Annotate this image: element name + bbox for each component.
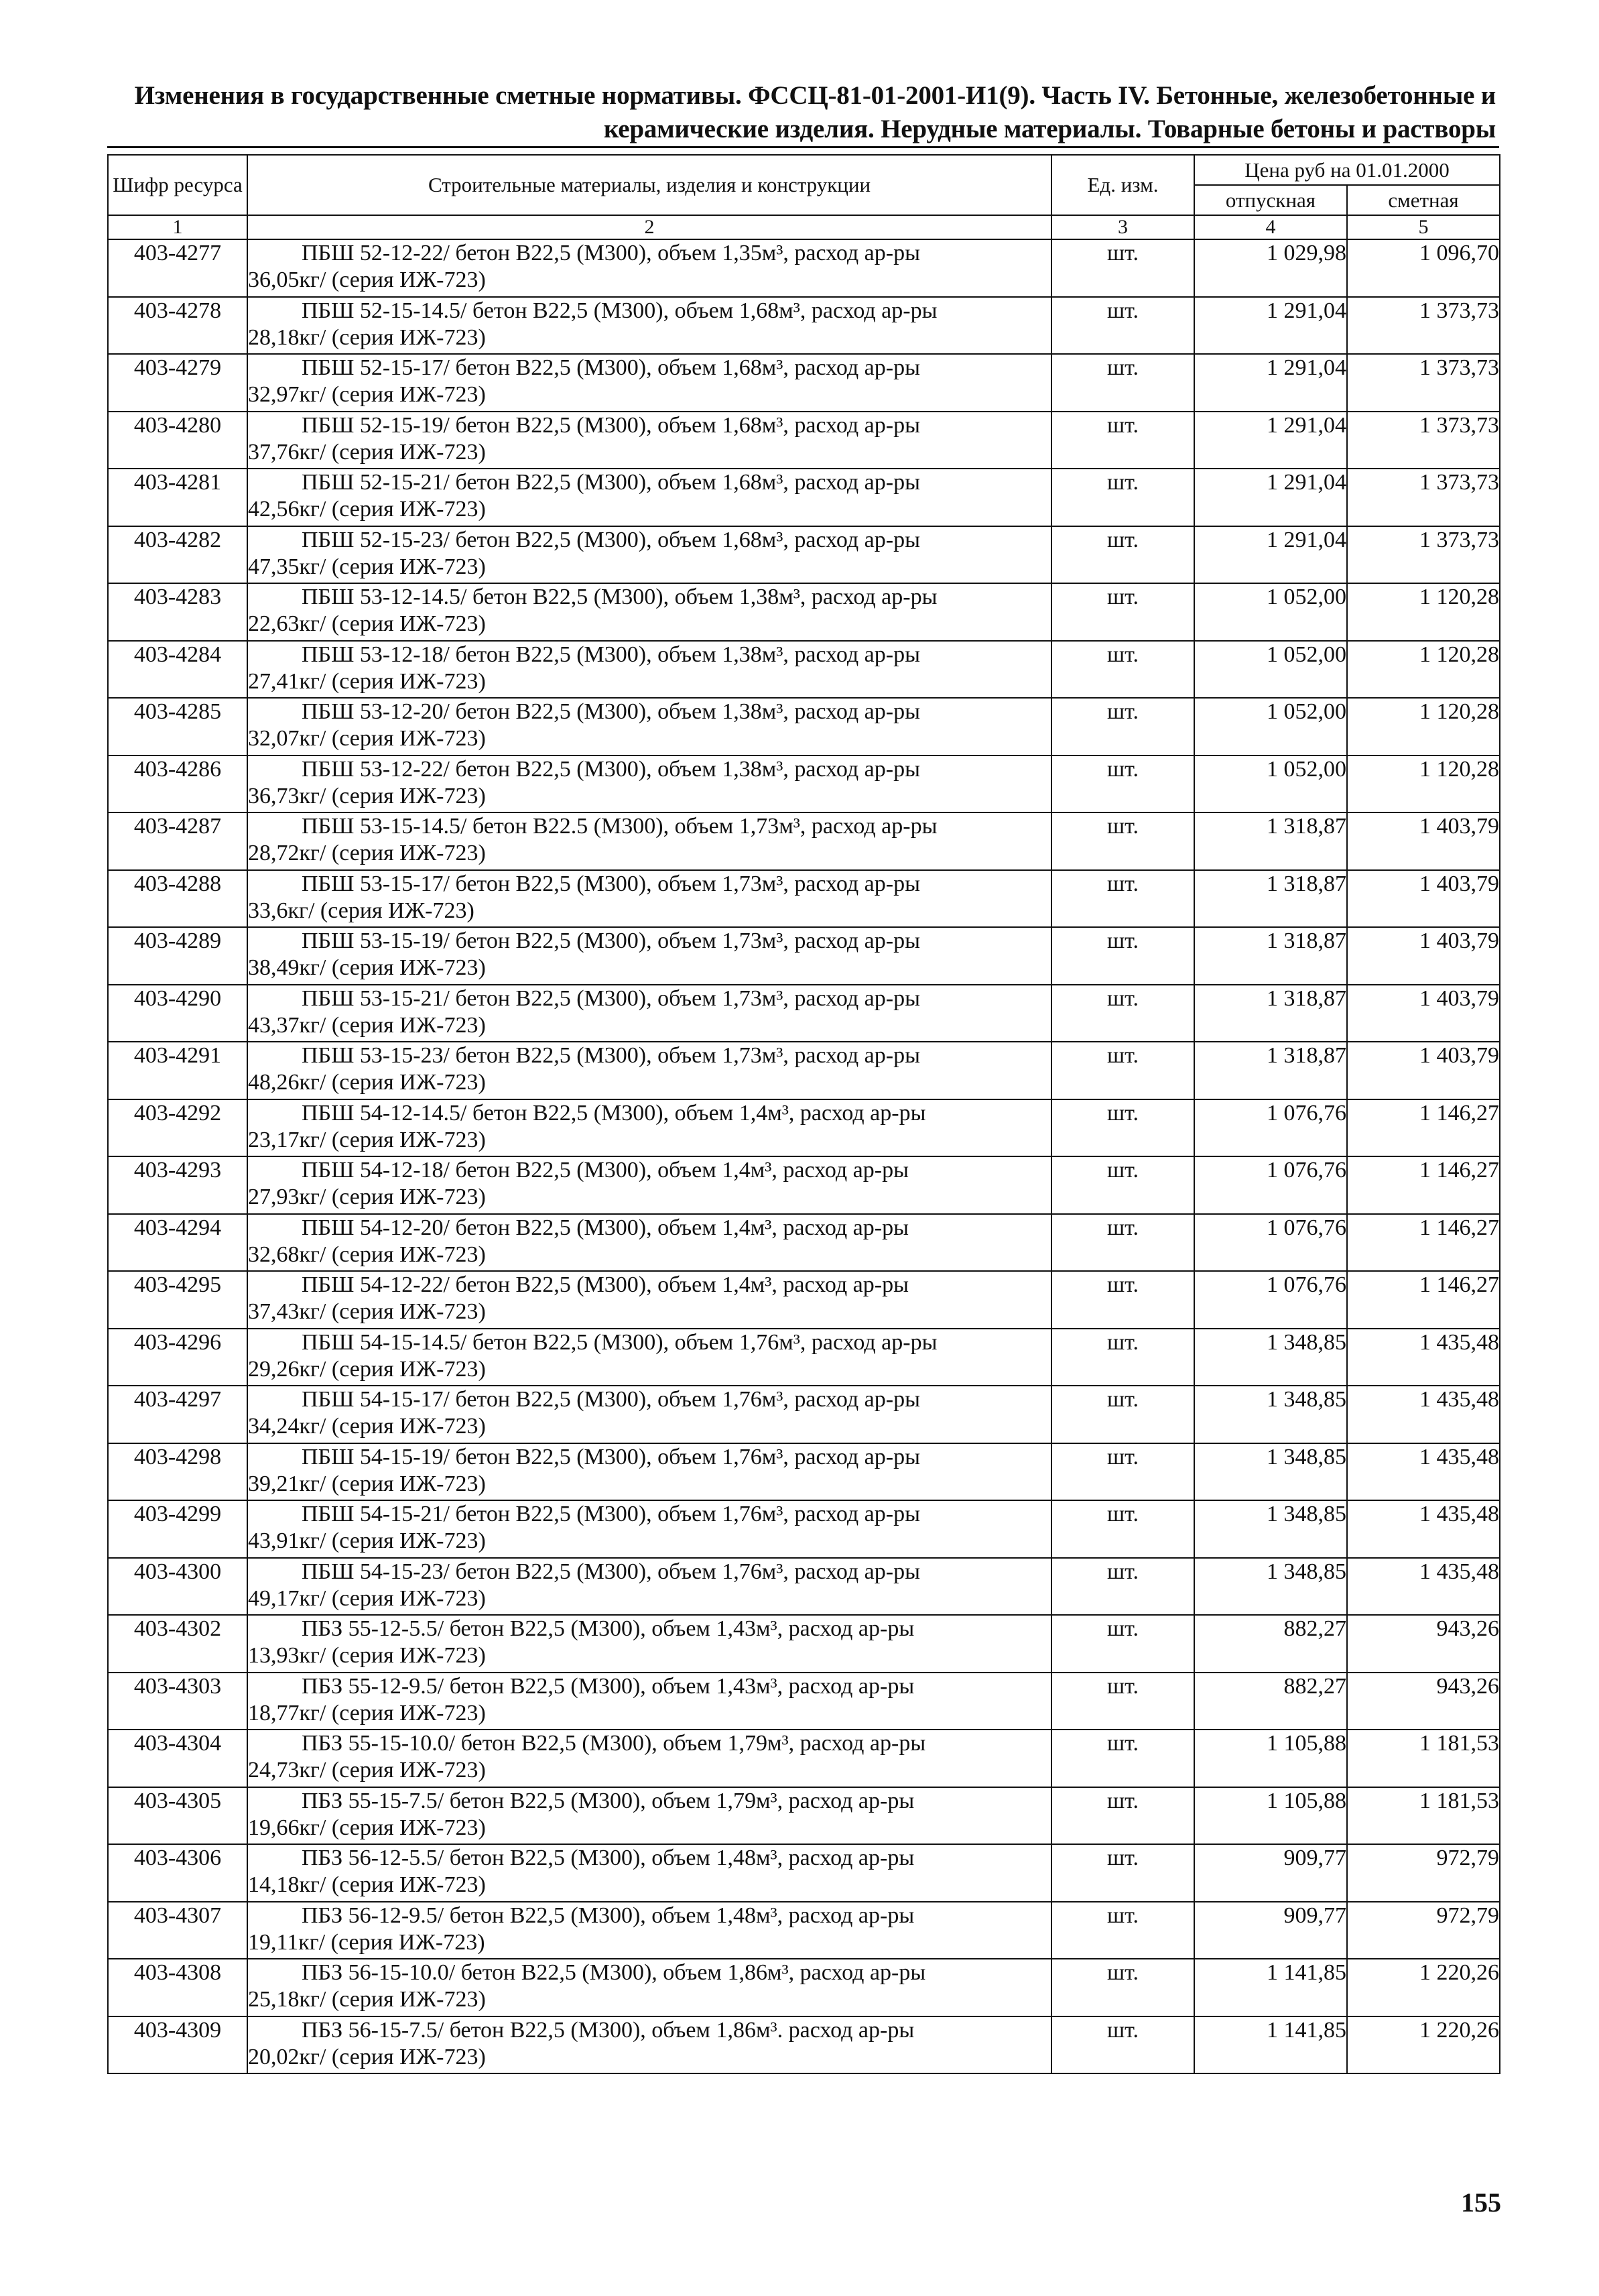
header-line-2: керамические изделия. Нерудные материалы. Товарные бетоны и растворы <box>603 115 1496 143</box>
estimate-price: 1 181,53 <box>1347 1787 1500 1845</box>
material-description <box>247 1214 1051 1272</box>
resource-code: 403-4305 <box>108 1787 247 1845</box>
table-row <box>108 1902 1500 1959</box>
description-line-2: 32,68кг/ (серия ИЖ-723) <box>248 1242 486 1267</box>
table-row <box>108 1042 1500 1099</box>
description-line-2: 13,93кг/ (серия ИЖ-723) <box>248 1643 486 1668</box>
description-line-1: ПБШ 52-15-14.5/ бетон В22,5 (М300), объем 1,68м³, расход ар-ры <box>302 298 938 323</box>
release-price: 1 318,87 <box>1194 927 1347 985</box>
description-line-1: ПБШ 52-15-17/ бетон В22,5 (М300), объем 1,68м³, расход ар-ры <box>302 355 920 380</box>
release-price: 1 076,76 <box>1194 1099 1347 1157</box>
description-line-1: ПБШ 53-12-14.5/ бетон В22,5 (М300), объем 1,38м³, расход ар-ры <box>302 585 938 609</box>
resource-code: 403-4288 <box>108 870 247 928</box>
estimate-price: 1 373,73 <box>1347 354 1500 412</box>
resource-code: 403-4298 <box>108 1443 247 1501</box>
description-line-2: 37,43кг/ (серия ИЖ-723) <box>248 1299 486 1324</box>
material-description <box>247 1615 1051 1673</box>
release-price: 882,27 <box>1194 1615 1347 1673</box>
description-line-2: 28,72кг/ (серия ИЖ-723) <box>248 841 486 865</box>
resource-code: 403-4299 <box>108 1500 247 1558</box>
description-line-2: 34,24кг/ (серия ИЖ-723) <box>248 1414 486 1439</box>
header-line-1: Изменения в государственные сметные нормативы. ФССЦ-81-01-2001-И1(9). Часть IV. Бетонные, железобетонные и <box>134 81 1496 110</box>
description-line-2: 19,11кг/ (серия ИЖ-723) <box>248 1929 485 1955</box>
resource-code: 403-4296 <box>108 1329 247 1386</box>
description-line-1: ПБЗ 56-12-9.5/ бетон В22,5 (М300), объем 1,48м³, расход ар-ры <box>302 1902 915 1928</box>
unit-of-measure: шт. <box>1051 297 1194 355</box>
release-price: 1 291,04 <box>1194 297 1347 355</box>
table-row <box>108 1329 1500 1386</box>
release-price: 1 105,88 <box>1194 1787 1347 1845</box>
release-price: 1 029,98 <box>1194 239 1347 297</box>
estimate-price: 1 096,70 <box>1347 239 1500 297</box>
description-line-2: 33,6кг/ (серия ИЖ-723) <box>248 898 474 923</box>
estimate-price: 1 146,27 <box>1347 1271 1500 1329</box>
release-price: 1 052,00 <box>1194 698 1347 756</box>
estimate-price: 1 435,48 <box>1347 1329 1500 1386</box>
header-materials: Строительные материалы, изделия и конструкции <box>247 155 1051 215</box>
description-line-1: ПБЗ 55-12-9.5/ бетон В22,5 (М300), объем 1,43м³, расход ар-ры <box>302 1673 915 1699</box>
resource-code: 403-4277 <box>108 239 247 297</box>
resource-code: 403-4308 <box>108 1959 247 2016</box>
description-line-1: ПБЗ 56-15-10.0/ бетон В22,5 (М300), объем 1,86м³, расход ар-ры <box>302 1960 926 1985</box>
release-price: 1 052,00 <box>1194 583 1347 641</box>
description-line-1: ПБЗ 55-15-7.5/ бетон В22,5 (М300), объем 1,79м³, расход ар-ры <box>302 1788 915 1813</box>
unit-of-measure: шт. <box>1051 1500 1194 1558</box>
unit-of-measure: шт. <box>1051 1214 1194 1272</box>
description-line-1: ПБШ 54-15-21/ бетон В22,5 (М300), объем 1,76м³, расход ар-ры <box>302 1502 920 1526</box>
table-row <box>108 239 1500 297</box>
estimate-price: 1 435,48 <box>1347 1500 1500 1558</box>
table-row <box>108 927 1500 985</box>
description-line-1: ПБЗ 55-15-10.0/ бетон В22,5 (М300), объем 1,79м³, расход ар-ры <box>302 1731 926 1756</box>
resource-code: 403-4302 <box>108 1615 247 1673</box>
column-number: 5 <box>1347 215 1500 239</box>
description-line-2: 47,35кг/ (серия ИЖ-723) <box>248 554 486 579</box>
material-description <box>247 1042 1051 1099</box>
table-row <box>108 1271 1500 1329</box>
release-price: 1 318,87 <box>1194 985 1347 1042</box>
description-line-1: ПБШ 52-15-23/ бетон В22,5 (М300), объем 1,68м³, расход ар-ры <box>302 527 920 552</box>
resource-code: 403-4292 <box>108 1099 247 1157</box>
estimate-price: 1 373,73 <box>1347 526 1500 584</box>
unit-of-measure: шт. <box>1051 1443 1194 1501</box>
description-line-2: 14,18кг/ (серия ИЖ-723) <box>248 1872 486 1897</box>
description-line-2: 23,17кг/ (серия ИЖ-723) <box>248 1127 486 1152</box>
material-description <box>247 1959 1051 2016</box>
table-row <box>108 1959 1500 2016</box>
material-description <box>247 1271 1051 1329</box>
unit-of-measure: шт. <box>1051 985 1194 1042</box>
resource-code: 403-4306 <box>108 1844 247 1902</box>
header-release: отпускная <box>1194 185 1347 215</box>
material-description <box>247 1099 1051 1157</box>
release-price: 1 348,85 <box>1194 1443 1347 1501</box>
description-line-2: 39,21кг/ (серия ИЖ-723) <box>248 1471 486 1496</box>
table-row <box>108 870 1500 928</box>
table-row <box>108 412 1500 469</box>
material-description <box>247 2016 1051 2074</box>
unit-of-measure: шт. <box>1051 1787 1194 1845</box>
estimate-price: 1 435,48 <box>1347 1443 1500 1501</box>
description-line-1: ПБЗ 56-12-5.5/ бетон В22,5 (М300), объем 1,48м³, расход ар-ры <box>302 1846 915 1870</box>
description-line-2: 36,05кг/ (серия ИЖ-723) <box>248 267 486 292</box>
resource-code: 403-4286 <box>108 756 247 813</box>
description-line-2: 27,41кг/ (серия ИЖ-723) <box>248 668 486 694</box>
table-row <box>108 1615 1500 1673</box>
description-line-2: 25,18кг/ (серия ИЖ-723) <box>248 1987 486 2012</box>
estimate-price: 1 403,79 <box>1347 927 1500 985</box>
release-price: 1 076,76 <box>1194 1156 1347 1214</box>
resource-code: 403-4290 <box>108 985 247 1042</box>
column-number: 3 <box>1051 215 1194 239</box>
table-row <box>108 469 1500 526</box>
header-price: Цена руб на 01.01.2000 <box>1194 155 1500 185</box>
release-price: 1 348,85 <box>1194 1329 1347 1386</box>
unit-of-measure: шт. <box>1051 1615 1194 1673</box>
description-line-1: ПБШ 53-12-18/ бетон В22,5 (М300), объем 1,38м³, расход ар-ры <box>302 642 920 667</box>
description-line-1: ПБШ 53-15-23/ бетон В22,5 (М300), объем 1,73м³, расход ар-ры <box>302 1043 920 1068</box>
description-line-2: 29,26кг/ (серия ИЖ-723) <box>248 1356 486 1382</box>
description-line-1: ПБШ 53-15-19/ бетон В22,5 (М300), объем 1,73м³, расход ар-ры <box>302 928 920 953</box>
description-line-1: ПБЗ 56-15-7.5/ бетон В22,5 (М300), объем 1,86м³. расход ар-ры <box>302 2017 915 2043</box>
description-line-1: ПБШ 54-12-18/ бетон В22,5 (М300), объем 1,4м³, расход ар-ры <box>302 1158 909 1183</box>
unit-of-measure: шт. <box>1051 1730 1194 1787</box>
resource-code: 403-4285 <box>108 698 247 756</box>
release-price: 1 348,85 <box>1194 1386 1347 1443</box>
unit-of-measure: шт. <box>1051 2016 1194 2074</box>
resource-code: 403-4280 <box>108 412 247 469</box>
table-row <box>108 1787 1500 1845</box>
resource-code: 403-4303 <box>108 1673 247 1730</box>
material-description <box>247 526 1051 584</box>
table-row <box>108 583 1500 641</box>
unit-of-measure: шт. <box>1051 698 1194 756</box>
unit-of-measure: шт. <box>1051 870 1194 928</box>
material-description <box>247 870 1051 928</box>
release-price: 1 076,76 <box>1194 1271 1347 1329</box>
material-description <box>247 1329 1051 1386</box>
description-line-2: 37,76кг/ (серия ИЖ-723) <box>248 439 486 465</box>
resource-code: 403-4289 <box>108 927 247 985</box>
description-line-2: 42,56кг/ (серия ИЖ-723) <box>248 497 486 522</box>
unit-of-measure: шт. <box>1051 1673 1194 1730</box>
release-price: 909,77 <box>1194 1844 1347 1902</box>
material-description <box>247 756 1051 813</box>
description-line-2: 28,18кг/ (серия ИЖ-723) <box>248 324 486 350</box>
table-row <box>108 698 1500 756</box>
material-description <box>247 297 1051 355</box>
material-description <box>247 1902 1051 1959</box>
column-number: 4 <box>1194 215 1347 239</box>
table-row <box>108 985 1500 1042</box>
description-line-1: ПБЗ 55-12-5.5/ бетон В22,5 (М300), объем 1,43м³, расход ар-ры <box>302 1616 915 1641</box>
description-line-2: 19,66кг/ (серия ИЖ-723) <box>248 1815 486 1840</box>
header-code: Шифр ресурса <box>108 155 247 215</box>
release-price: 1 318,87 <box>1194 1042 1347 1099</box>
material-description <box>247 1730 1051 1787</box>
unit-of-measure: шт. <box>1051 1844 1194 1902</box>
document-header <box>107 79 1496 146</box>
estimate-price: 943,26 <box>1347 1615 1500 1673</box>
material-description <box>247 1787 1051 1845</box>
estimate-price: 972,79 <box>1347 1902 1500 1959</box>
table-row <box>108 641 1500 699</box>
estimate-price: 943,26 <box>1347 1673 1500 1730</box>
description-line-2: 24,73кг/ (серия ИЖ-723) <box>248 1758 486 1783</box>
table-row <box>108 812 1500 870</box>
description-line-1: ПБШ 53-15-14.5/ бетон В22.5 (М300), объем 1,73м³, расход ар-ры <box>302 814 938 839</box>
material-description <box>247 1443 1051 1501</box>
material-description <box>247 927 1051 985</box>
unit-of-measure: шт. <box>1051 1042 1194 1099</box>
description-line-1: ПБШ 54-12-22/ бетон В22,5 (М300), объем 1,4м³, расход ар-ры <box>302 1272 909 1297</box>
material-description <box>247 1386 1051 1443</box>
description-line-2: 38,49кг/ (серия ИЖ-723) <box>248 955 486 980</box>
unit-of-measure: шт. <box>1051 583 1194 641</box>
table-row <box>108 1844 1500 1902</box>
description-line-2: 32,07кг/ (серия ИЖ-723) <box>248 726 486 751</box>
header-estimate: сметная <box>1347 185 1500 215</box>
table-row <box>108 1500 1500 1558</box>
unit-of-measure: шт. <box>1051 927 1194 985</box>
description-line-1: ПБШ 52-15-21/ бетон В22,5 (М300), объем 1,68м³, расход ар-ры <box>302 470 920 495</box>
description-line-1: ПБШ 53-15-17/ бетон В22,5 (М300), объем 1,73м³, расход ар-ры <box>302 871 920 896</box>
table-body <box>108 239 1500 2073</box>
resource-code: 403-4307 <box>108 1902 247 1959</box>
table-row <box>108 1443 1500 1501</box>
page-number: 155 <box>1461 2187 1501 2218</box>
unit-of-measure: шт. <box>1051 641 1194 699</box>
resource-code: 403-4291 <box>108 1042 247 1099</box>
estimate-price: 1 120,28 <box>1347 583 1500 641</box>
resource-code: 403-4282 <box>108 526 247 584</box>
table-row <box>108 1730 1500 1787</box>
column-number: 2 <box>247 215 1051 239</box>
estimate-price: 1 403,79 <box>1347 1042 1500 1099</box>
release-price: 1 348,85 <box>1194 1500 1347 1558</box>
release-price: 1 291,04 <box>1194 354 1347 412</box>
column-number: 1 <box>108 215 247 239</box>
estimate-price: 1 435,48 <box>1347 1386 1500 1443</box>
description-line-2: 36,73кг/ (серия ИЖ-723) <box>248 783 486 808</box>
table-row <box>108 526 1500 584</box>
resource-code: 403-4293 <box>108 1156 247 1214</box>
release-price: 1 105,88 <box>1194 1730 1347 1787</box>
table-row <box>108 1156 1500 1214</box>
unit-of-measure: шт. <box>1051 1329 1194 1386</box>
estimate-price: 1 146,27 <box>1347 1156 1500 1214</box>
release-price: 1 291,04 <box>1194 412 1347 469</box>
material-description <box>247 1156 1051 1214</box>
release-price: 882,27 <box>1194 1673 1347 1730</box>
release-price: 1 141,85 <box>1194 2016 1347 2074</box>
material-description <box>247 985 1051 1042</box>
description-line-1: ПБШ 54-15-14.5/ бетон В22,5 (М300), объем 1,76м³, расход ар-ры <box>302 1329 938 1355</box>
estimate-price: 1 435,48 <box>1347 1558 1500 1616</box>
unit-of-measure: шт. <box>1051 412 1194 469</box>
estimate-price: 972,79 <box>1347 1844 1500 1902</box>
resource-code: 403-4304 <box>108 1730 247 1787</box>
description-line-2: 18,77кг/ (серия ИЖ-723) <box>248 1700 486 1726</box>
release-price: 1 291,04 <box>1194 526 1347 584</box>
description-line-2: 22,63кг/ (серия ИЖ-723) <box>248 611 486 636</box>
table-row <box>108 1214 1500 1272</box>
description-line-1: ПБШ 54-15-19/ бетон В22,5 (М300), объем 1,76м³, расход ар-ры <box>302 1444 920 1469</box>
release-price: 1 052,00 <box>1194 756 1347 813</box>
estimate-price: 1 146,27 <box>1347 1214 1500 1272</box>
description-line-2: 27,93кг/ (серия ИЖ-723) <box>248 1185 486 1209</box>
unit-of-measure: шт. <box>1051 354 1194 412</box>
release-price: 1 318,87 <box>1194 870 1347 928</box>
description-line-2: 48,26кг/ (серия ИЖ-723) <box>248 1070 486 1095</box>
estimate-price: 1 373,73 <box>1347 297 1500 355</box>
release-price: 1 318,87 <box>1194 812 1347 870</box>
unit-of-measure: шт. <box>1051 1959 1194 2016</box>
estimate-price: 1 181,53 <box>1347 1730 1500 1787</box>
resource-code: 403-4279 <box>108 354 247 412</box>
release-price: 1 348,85 <box>1194 1558 1347 1616</box>
unit-of-measure: шт. <box>1051 1558 1194 1616</box>
unit-of-measure: шт. <box>1051 812 1194 870</box>
unit-of-measure: шт. <box>1051 526 1194 584</box>
release-price: 1 291,04 <box>1194 469 1347 526</box>
resource-code: 403-4283 <box>108 583 247 641</box>
estimate-price: 1 120,28 <box>1347 698 1500 756</box>
table-row <box>108 756 1500 813</box>
description-line-1: ПБШ 54-15-23/ бетон В22,5 (М300), объем 1,76м³, расход ар-ры <box>302 1559 920 1584</box>
material-description <box>247 239 1051 297</box>
estimate-price: 1 220,26 <box>1347 1959 1500 2016</box>
description-line-1: ПБШ 52-15-19/ бетон В22,5 (М300), объем 1,68м³, расход ар-ры <box>302 412 920 438</box>
resource-code: 403-4278 <box>108 297 247 355</box>
estimate-price: 1 403,79 <box>1347 812 1500 870</box>
resource-code: 403-4281 <box>108 469 247 526</box>
unit-of-measure: шт. <box>1051 1271 1194 1329</box>
estimate-price: 1 403,79 <box>1347 870 1500 928</box>
resource-code: 403-4284 <box>108 641 247 699</box>
release-price: 1 052,00 <box>1194 641 1347 699</box>
material-description <box>247 1673 1051 1730</box>
description-line-1: ПБШ 53-12-22/ бетон В22,5 (М300), объем 1,38м³, расход ар-ры <box>302 756 920 782</box>
estimate-price: 1 120,28 <box>1347 756 1500 813</box>
description-line-2: 43,91кг/ (серия ИЖ-723) <box>248 1528 486 1553</box>
estimate-price: 1 220,26 <box>1347 2016 1500 2074</box>
description-line-2: 32,97кг/ (серия ИЖ-723) <box>248 382 486 407</box>
material-description <box>247 1844 1051 1902</box>
table-row <box>108 1558 1500 1616</box>
material-description <box>247 1558 1051 1616</box>
resource-code: 403-4287 <box>108 812 247 870</box>
unit-of-measure: шт. <box>1051 469 1194 526</box>
resource-code: 403-4300 <box>108 1558 247 1616</box>
material-description <box>247 698 1051 756</box>
description-line-1: ПБШ 53-12-20/ бетон В22,5 (М300), объем 1,38м³, расход ар-ры <box>302 699 920 724</box>
material-description <box>247 812 1051 870</box>
unit-of-measure: шт. <box>1051 756 1194 813</box>
header-rule <box>107 146 1499 148</box>
release-price: 1 076,76 <box>1194 1214 1347 1272</box>
table-row <box>108 1099 1500 1157</box>
material-description <box>247 1500 1051 1558</box>
unit-of-measure: шт. <box>1051 239 1194 297</box>
description-line-1: ПБШ 52-12-22/ бетон В22,5 (М300), объем 1,35м³, расход ар-ры <box>302 241 920 265</box>
description-line-1: ПБШ 54-12-20/ бетон В22,5 (М300), объем 1,4м³, расход ар-ры <box>302 1215 909 1240</box>
unit-of-measure: шт. <box>1051 1902 1194 1959</box>
table-row <box>108 1673 1500 1730</box>
table-row <box>108 354 1500 412</box>
description-line-2: 43,37кг/ (серия ИЖ-723) <box>248 1012 486 1038</box>
estimate-price: 1 373,73 <box>1347 469 1500 526</box>
table-row <box>108 297 1500 355</box>
material-description <box>247 412 1051 469</box>
resource-code: 403-4297 <box>108 1386 247 1443</box>
description-line-1: ПБШ 54-12-14.5/ бетон В22,5 (М300), объем 1,4м³, расход ар-ры <box>302 1100 926 1126</box>
material-description <box>247 469 1051 526</box>
description-line-1: ПБШ 54-15-17/ бетон В22,5 (М300), объем 1,76м³, расход ар-ры <box>302 1387 920 1412</box>
unit-of-measure: шт. <box>1051 1099 1194 1157</box>
release-price: 909,77 <box>1194 1902 1347 1959</box>
material-description <box>247 641 1051 699</box>
description-line-2: 49,17кг/ (серия ИЖ-723) <box>248 1585 486 1611</box>
estimate-price: 1 120,28 <box>1347 641 1500 699</box>
unit-of-measure: шт. <box>1051 1386 1194 1443</box>
material-description <box>247 354 1051 412</box>
material-description <box>247 583 1051 641</box>
resource-code: 403-4294 <box>108 1214 247 1272</box>
estimate-price: 1 403,79 <box>1347 985 1500 1042</box>
description-line-1: ПБШ 53-15-21/ бетон В22,5 (М300), объем 1,73м³, расход ар-ры <box>302 985 920 1011</box>
estimate-price: 1 373,73 <box>1347 412 1500 469</box>
header-unit: Ед. изм. <box>1051 155 1194 215</box>
price-table <box>107 154 1500 2074</box>
resource-code: 403-4309 <box>108 2016 247 2074</box>
unit-of-measure: шт. <box>1051 1156 1194 1214</box>
release-price: 1 141,85 <box>1194 1959 1347 2016</box>
resource-code: 403-4295 <box>108 1271 247 1329</box>
description-line-2: 20,02кг/ (серия ИЖ-723) <box>248 2044 486 2069</box>
table-row <box>108 1386 1500 1443</box>
table-row <box>108 2016 1500 2074</box>
estimate-price: 1 146,27 <box>1347 1099 1500 1157</box>
